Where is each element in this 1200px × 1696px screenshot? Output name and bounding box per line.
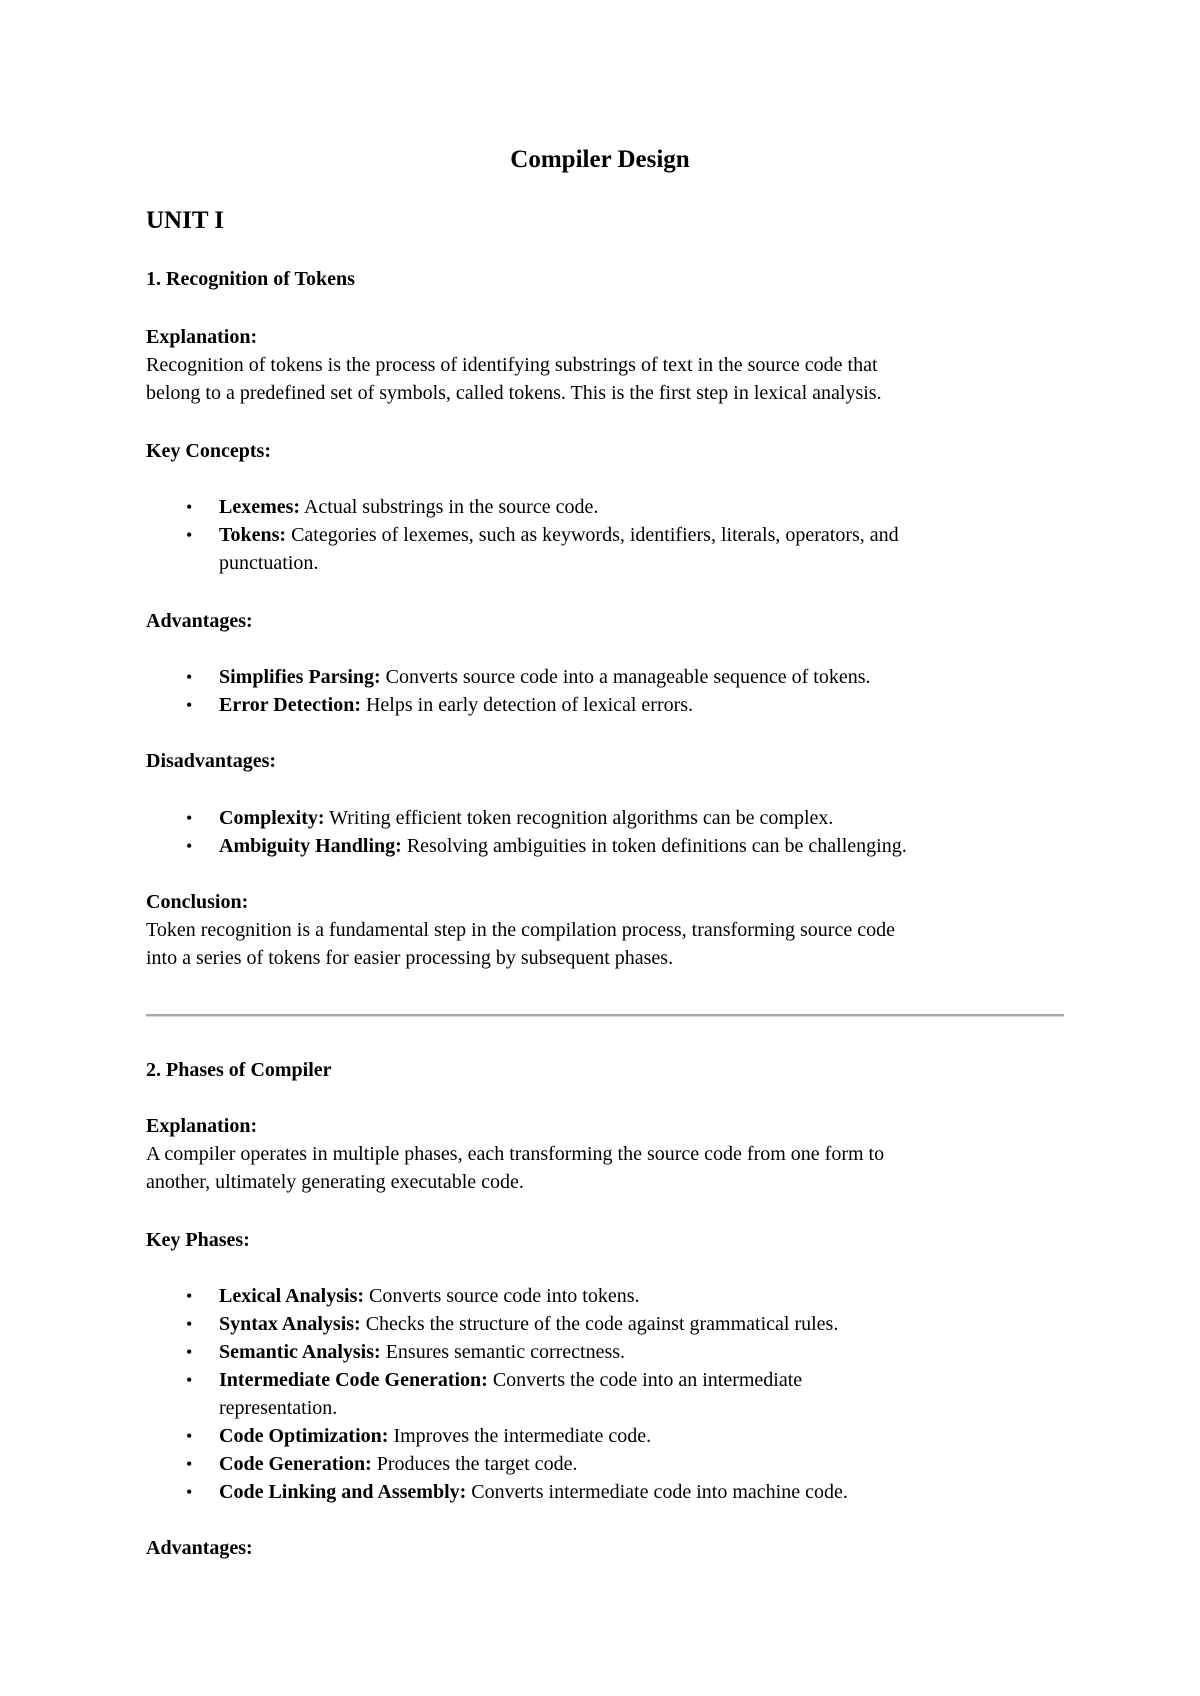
unit-heading: UNIT I bbox=[146, 207, 225, 234]
advantages-label: Advantages: bbox=[146, 1537, 253, 1559]
list-item-text: Converts intermediate code into machine code. bbox=[466, 1481, 848, 1503]
list-item bbox=[219, 1425, 651, 1448]
list-item bbox=[219, 1285, 640, 1308]
list-item-text: Converts the code into an intermediate bbox=[487, 1369, 803, 1391]
list-item-term: Simplifies Parsing: bbox=[219, 666, 381, 688]
list-item-term: Semantic Analysis: bbox=[219, 1341, 381, 1363]
list-item bbox=[219, 524, 899, 547]
list-item bbox=[219, 666, 871, 689]
list-item-term: Code Optimization: bbox=[219, 1425, 389, 1447]
paragraph-line: another, ultimately generating executable code. bbox=[146, 1171, 524, 1193]
list-item-term: Syntax Analysis: bbox=[219, 1313, 361, 1335]
list-item-term: Code Generation: bbox=[219, 1453, 372, 1475]
list-item-term: Error Detection: bbox=[219, 694, 361, 716]
paragraph-line: into a series of tokens for easier processing by subsequent phases. bbox=[146, 947, 674, 969]
list-item-text: Writing efficient token recognition algorithms can be complex. bbox=[324, 807, 834, 829]
section-heading: 1. Recognition of Tokens bbox=[146, 268, 355, 290]
list-item-text: Categories of lexemes, such as keywords, identifiers, literals, operators, and bbox=[286, 524, 899, 546]
list-item-text: Checks the structure of the code against grammatical rules. bbox=[360, 1313, 839, 1335]
list-item-term: Intermediate Code Generation: bbox=[219, 1369, 488, 1391]
paragraph-line: Token recognition is a fundamental step in the compilation process, transforming source code bbox=[146, 919, 895, 941]
list-item-text: Produces the target code. bbox=[371, 1453, 578, 1475]
list-item-term: Lexical Analysis: bbox=[219, 1285, 365, 1307]
list-item-term: Code Linking and Assembly: bbox=[219, 1481, 467, 1503]
list-item bbox=[219, 1313, 838, 1336]
list-item-text: Helps in early detection of lexical errors. bbox=[360, 694, 694, 716]
list-item-term: Ambiguity Handling: bbox=[219, 835, 402, 857]
bullet-icon: • bbox=[186, 497, 193, 517]
explanation-label: Explanation: bbox=[146, 1115, 258, 1137]
bullet-icon: • bbox=[186, 525, 193, 545]
paragraph-line: belong to a predefined set of symbols, called tokens. This is the first step in lexical analysis. bbox=[146, 382, 882, 404]
list-item-term: Complexity: bbox=[219, 807, 325, 829]
section-divider bbox=[146, 1014, 1064, 1017]
explanation-label: Explanation: bbox=[146, 326, 258, 348]
conclusion-label: Conclusion: bbox=[146, 891, 249, 913]
bullet-icon: • bbox=[186, 1370, 193, 1390]
bullet-icon: • bbox=[186, 1342, 193, 1362]
bullet-icon: • bbox=[186, 1482, 193, 1502]
list-item bbox=[219, 1453, 577, 1476]
key-phases-label: Key Phases: bbox=[146, 1229, 250, 1251]
list-item-text: Ensures semantic correctness. bbox=[380, 1341, 626, 1363]
section-heading: 2. Phases of Compiler bbox=[146, 1059, 332, 1081]
bullet-icon: • bbox=[186, 695, 193, 715]
document-title: Compiler Design bbox=[510, 146, 690, 173]
bullet-icon: • bbox=[186, 1426, 193, 1446]
list-item-text: Actual substrings in the source code. bbox=[300, 496, 599, 518]
paragraph-line: Recognition of tokens is the process of identifying substrings of text in the source code that bbox=[146, 354, 878, 376]
bullet-icon: • bbox=[186, 1314, 193, 1334]
list-item-term: Tokens: bbox=[219, 524, 287, 546]
bullet-icon: • bbox=[186, 808, 193, 828]
list-item bbox=[219, 1369, 802, 1392]
advantages-label: Advantages: bbox=[146, 610, 253, 632]
bullet-icon: • bbox=[186, 667, 193, 687]
bullet-icon: • bbox=[186, 1286, 193, 1306]
key-concepts-label: Key Concepts: bbox=[146, 440, 271, 462]
list-item-continuation: representation. bbox=[219, 1397, 338, 1419]
list-item bbox=[219, 1481, 848, 1504]
list-item-continuation: punctuation. bbox=[219, 552, 319, 574]
list-item bbox=[219, 835, 907, 858]
bullet-icon: • bbox=[186, 1454, 193, 1474]
list-item-text: Converts source code into tokens. bbox=[364, 1285, 640, 1307]
disadvantages-label: Disadvantages: bbox=[146, 750, 277, 772]
list-item-term: Lexemes: bbox=[219, 496, 301, 518]
paragraph-line: A compiler operates in multiple phases, each transforming the source code from one form to bbox=[146, 1143, 885, 1165]
list-item bbox=[219, 807, 833, 830]
list-item bbox=[219, 1341, 625, 1364]
list-item-text: Converts source code into a manageable sequence of tokens. bbox=[380, 666, 871, 688]
list-item-text: Resolving ambiguities in token definitions can be challenging. bbox=[401, 835, 907, 857]
list-item bbox=[219, 694, 693, 717]
bullet-icon: • bbox=[186, 836, 193, 856]
list-item bbox=[219, 496, 598, 519]
list-item-text: Improves the intermediate code. bbox=[388, 1425, 652, 1447]
